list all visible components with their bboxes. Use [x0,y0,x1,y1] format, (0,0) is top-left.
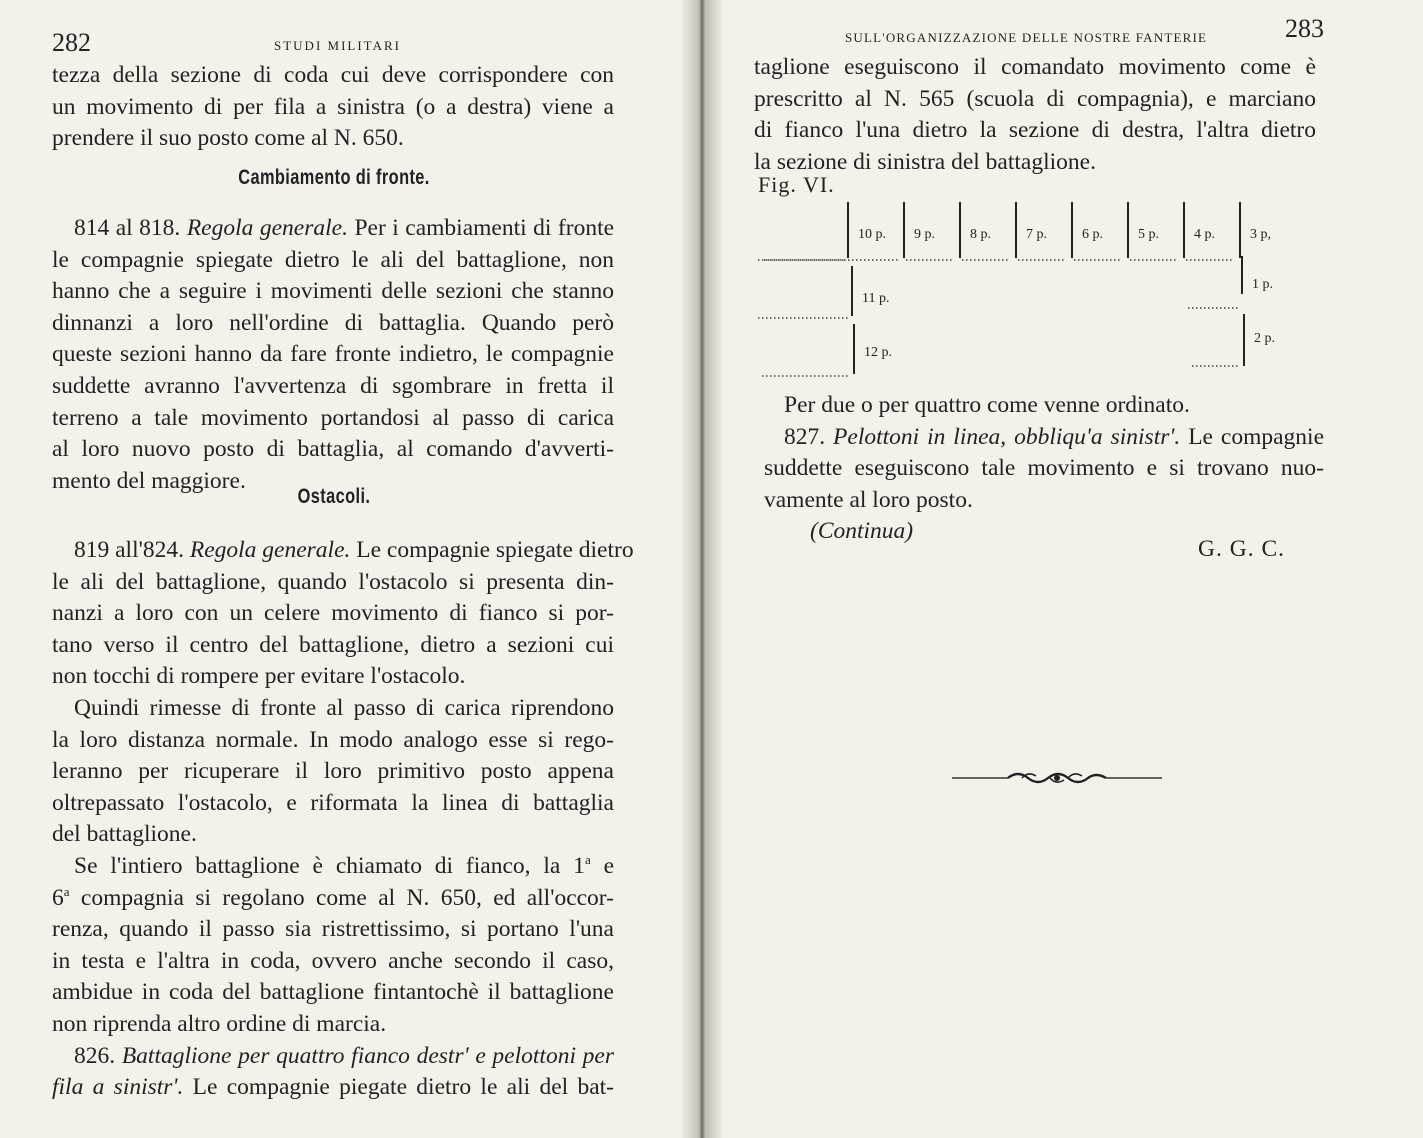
page-number: 283 [1285,14,1324,43]
section-title: Regola generale. [189,537,351,563]
text-line: non tocchi di rompere per evitare l'ostacolo. [52,663,466,690]
text-line [764,422,1324,454]
platoon-label: 11 p. [862,291,890,306]
left-page [0,0,700,1138]
text-line [52,851,614,883]
left-text-top [52,60,614,155]
section-heading: Ostacoli. [297,485,371,508]
text-line: la sezione di sinistra del battaglione. [754,148,1096,175]
text-line: al loro nuovo posto di battaglia, al comando d'avverti- [52,436,614,463]
text-line: vamente al loro posto. [764,486,973,513]
right-text-top [754,52,1316,178]
platoon-label: 6 p. [1082,227,1103,242]
right-text-bottom [764,390,1324,516]
text-line: suddette eseguiscono tale movimento e si trovano nuo- [764,455,1324,482]
text-line: mento del maggiore. [52,467,246,494]
text-line: la loro distanza normale. In modo analogo esse si rego- [52,726,614,753]
section-819 [52,535,634,1104]
right-page [712,0,1423,1138]
text-line: Quindi rimesse di fronte al passo di carica riprendono [74,694,614,721]
text-line: le ali del battaglione, quando l'ostacolo si presenta din- [52,568,614,595]
superscript: a [584,852,591,868]
platoon-label: 8 p. [970,227,991,242]
book-gutter [682,0,722,1138]
figure-vi-diagram [752,196,1312,386]
text-line: ambidue in coda del battaglione fintantochè il battaglione [52,979,614,1006]
continua-note [810,516,913,548]
section-title: Pelottoni in linea, obbliqu'a sinistr'. [833,423,1181,450]
figure-label: Fig. VI. [758,172,835,197]
section-814 [52,213,614,497]
text-run: 6 [52,884,64,911]
text-line: non riprenda altro ordine di marcia. [52,1010,387,1037]
text-run: Per i cambiamenti di fronte [354,215,615,241]
page-number: 282 [52,28,91,57]
running-title: SULL'ORGANIZZAZIONE DELLE NOSTRE FANTERIE [845,30,1208,45]
text-line: nanzi a loro con un celere movimento di fianco si por- [52,600,614,627]
text-line: hanno che a seguire i movimenti delle sezioni che stanno [52,278,614,305]
section-heading: Cambiamento di fronte. [238,166,430,189]
text-line: le compagnie spiegate dietro le ali del battaglione, non [52,246,614,273]
text-run: Se l'intiero battaglione è chiamato di fianco, la 1 [74,852,585,879]
platoon-label: 1 p. [1252,277,1273,292]
text-line: di fianco l'una dietro la sezione di destra, l'altra dietro [754,117,1316,144]
text-run: compagnia si regolano come al N. 650, ed all'occor- [69,884,614,911]
text-line: leranno per ricuperare il loro primitivo posto appena [52,758,614,785]
platoon-label: 5 p. [1138,227,1159,242]
superscript: a [63,883,70,899]
section-number: 827. [784,423,826,450]
ornament-divider [950,766,1164,790]
text-line: del battaglione. [52,821,197,848]
section-title: Regola generale. [186,215,348,241]
continua-text: (Continua) [810,518,914,544]
text-line [52,1041,614,1073]
author-signature: G. G. C. [1198,536,1285,562]
text-line: suddette avranno l'avvertenza di sgombrare in fretta il [52,372,614,399]
text-line: tano verso il centro del battaglione, dietro a sezioni cui [52,631,614,658]
text-line: tezza della sezione di coda cui deve corrispondere con [52,62,614,88]
section-title: Battaglione per quattro fianco destr' e pelottoni per [121,1042,614,1069]
text-run: Le compagnie piegate dietro le ali del bat- [192,1074,615,1101]
text-line: taglione eseguiscono il comandato movimento come è [754,54,1316,80]
text-line [52,535,634,567]
text-run: e [590,852,614,879]
text-run: Le compagnie spiegate dietro [356,537,634,563]
text-line: oltrepassato l'ostacolo, e riformata la linea di battaglia [52,789,614,816]
platoon-label: 10 p. [858,227,886,242]
text-line [52,1072,614,1104]
section-number: 826. [74,1042,116,1069]
text-run: Le compagnie [1188,423,1325,450]
section-number: 819 all'824. [74,537,184,563]
text-line: in testa e l'altra in coda, ovvero anche secondo il caso, [52,947,614,974]
platoon-label: 4 p. [1194,227,1215,242]
text-line: queste sezioni hanno da fare fronte indietro, le compagnie [52,341,614,368]
platoon-label: 2 p. [1254,331,1275,346]
section-number: 814 al 818. [74,215,181,241]
platoon-label: 3 p, [1250,227,1271,242]
text-line: prendere il suo posto come al N. 650. [52,125,404,152]
platoon-label: 7 p. [1026,227,1047,242]
text-line: prescritto al N. 565 (scuola di compagnia), e marciano [754,85,1316,112]
platoon-label: 9 p. [914,227,935,242]
text-line [52,213,614,245]
text-line: dinnanzi a loro nell'ordine di battaglia. Quando però [52,309,614,336]
platoon-label: 12 p. [864,345,892,360]
section-title: fila a sinistr'. [52,1074,184,1101]
text-line: Per due o per quattro come venne ordinato. [784,392,1190,418]
text-line: terreno a tale movimento portandosi al passo di carica [52,404,614,431]
text-line: renza, quando il passo sia ristrettissimo, si portano l'una [52,916,614,943]
text-line [52,883,614,915]
running-head-left [52,28,612,58]
running-title: STUDI MILITARI [274,38,401,53]
text-line: un movimento di per fila a sinistra (o a destra) viene a [52,93,614,120]
